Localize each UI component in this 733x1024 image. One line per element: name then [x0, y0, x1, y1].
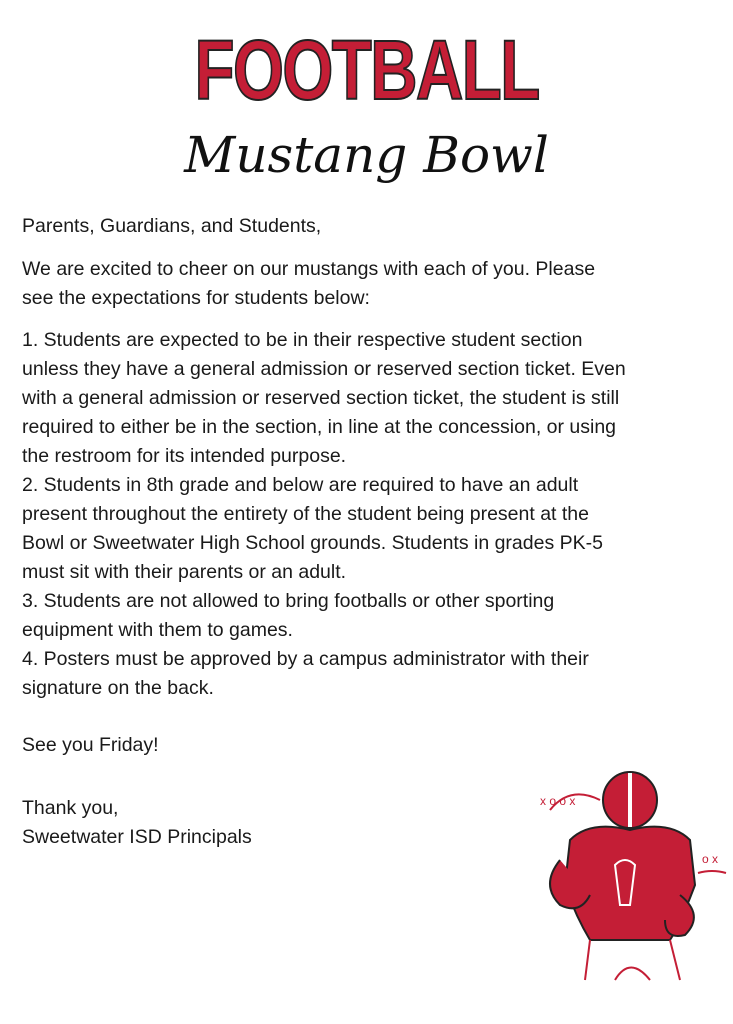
text-line: unless they have a general admission or reserved section ticket. Even	[22, 358, 626, 380]
text-line: 1. Students are expected to be in their respective student section	[22, 329, 583, 351]
text-line: Thank you,	[22, 797, 119, 819]
text-line: must sit with their parents or an adult.	[22, 561, 347, 583]
greeting-text: Parents, Guardians, and Students,	[22, 215, 322, 237]
subtitle-mustang-bowl: Mustang Bowl	[184, 126, 549, 184]
text-line: signature on the back.	[22, 677, 214, 699]
text-line: see the expectations for students below:	[22, 287, 370, 309]
text-line: We are excited to cheer on our mustangs with each of you. Please	[22, 258, 596, 280]
text-line: required to either be in the section, in line at the concession, or using	[22, 416, 617, 438]
text-line: Bowl or Sweetwater High School grounds. Students in grades PK-5	[22, 532, 603, 554]
text-line: 3. Students are not allowed to bring footballs or other sporting	[22, 590, 555, 612]
rules-list	[22, 326, 722, 703]
title-football: FOOTBALL	[194, 23, 539, 117]
text-line: 4. Posters must be approved by a campus administrator with their	[22, 648, 589, 670]
text-line: the restroom for its intended purpose.	[22, 445, 347, 467]
text-line: with a general admission or reserved section ticket, the student is still	[22, 387, 620, 409]
text-line: 2. Students in 8th grade and below are required to have an adult	[22, 474, 579, 496]
text-line: present throughout the entirety of the student being present at the	[22, 503, 589, 525]
svg-text:o x: o x	[702, 852, 719, 866]
text-line: equipment with them to games.	[22, 619, 293, 641]
intro-paragraph	[22, 255, 722, 313]
football-player-illustration	[530, 765, 730, 985]
greeting	[22, 212, 722, 241]
closing	[22, 731, 722, 760]
closing-text: See you Friday!	[22, 734, 159, 756]
svg-text:x o o x: x o o x	[540, 794, 576, 808]
text-line: Sweetwater ISD Principals	[22, 826, 252, 848]
